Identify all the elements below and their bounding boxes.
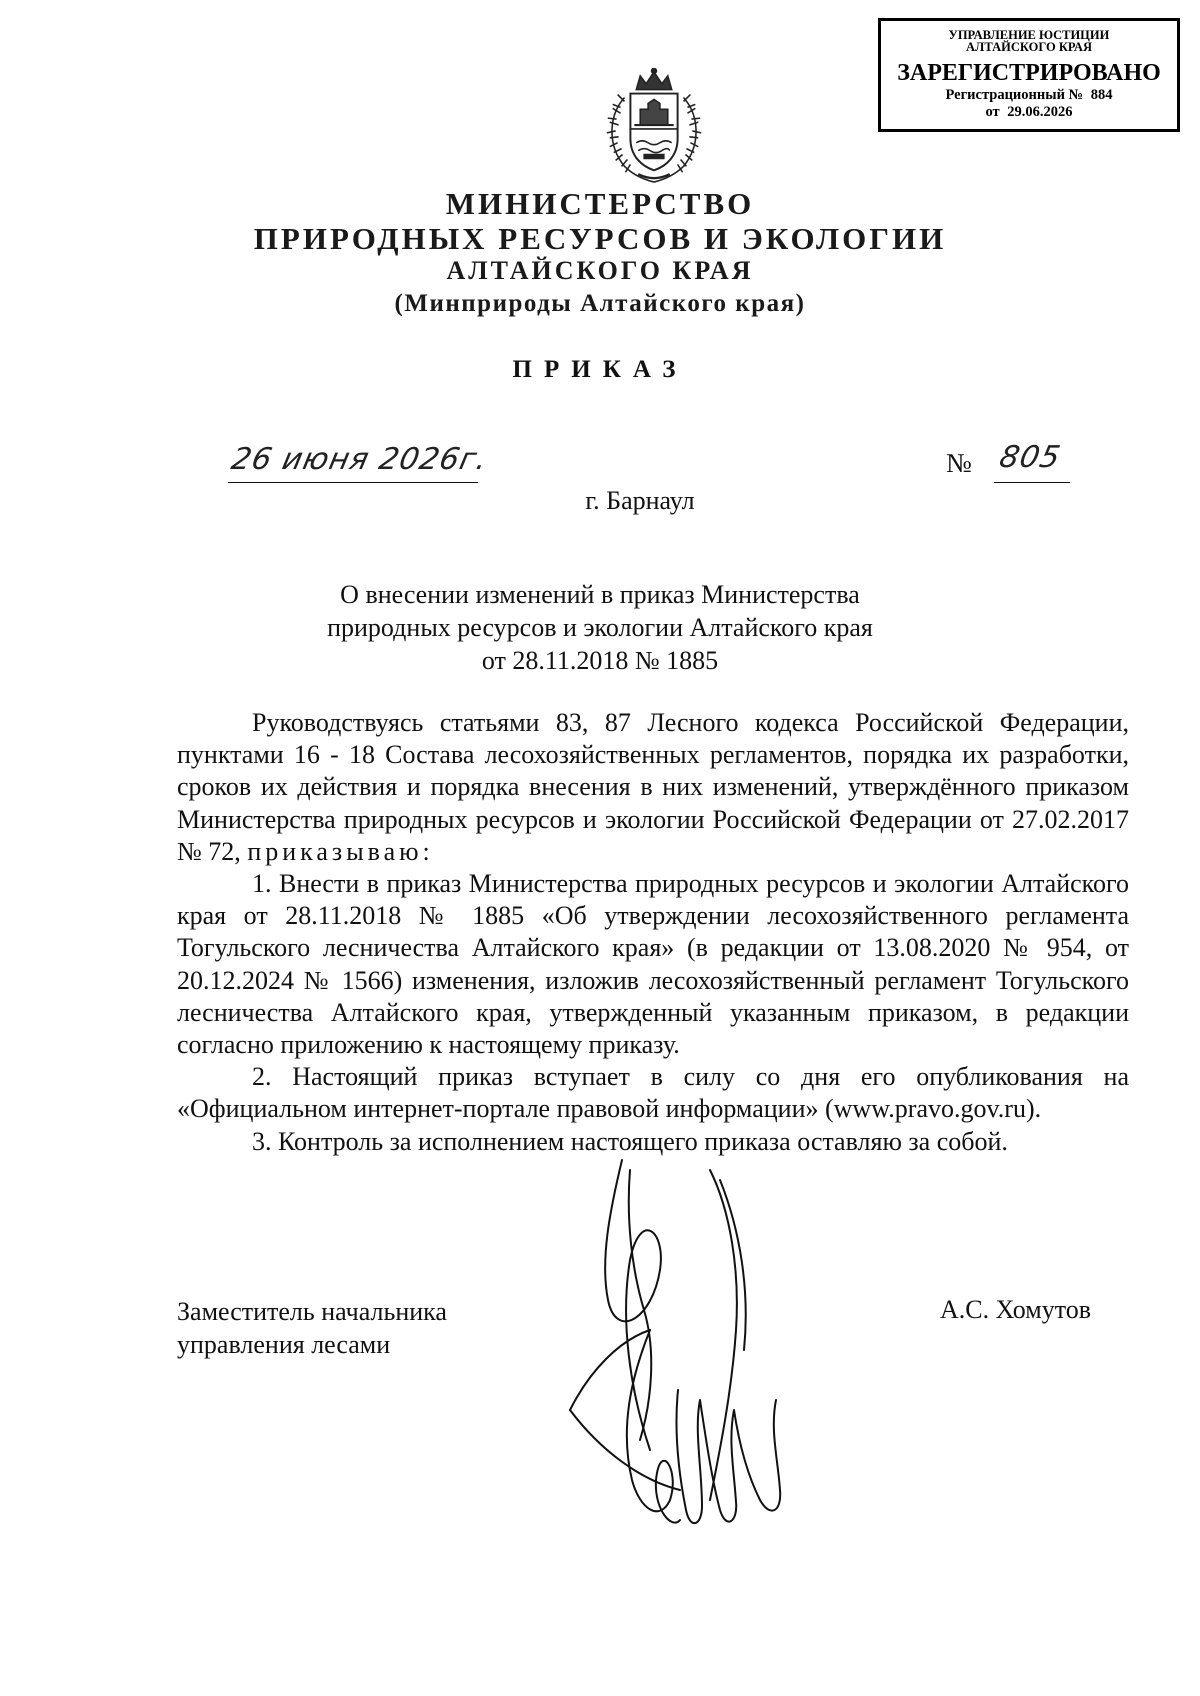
preamble-paragraph <box>177 707 1129 868</box>
order-subject <box>300 578 900 677</box>
stamp-reg-number-row <box>881 87 1177 104</box>
position-line1: Заместитель начальника <box>177 1297 447 1326</box>
ministry-short-name: (Минприроды Алтайского края) <box>394 290 806 317</box>
subject-line2: природных ресурсов и экологии Алтайского края <box>327 613 873 642</box>
ministry-name-line1: МИНИСТЕРСТВО <box>445 186 755 221</box>
stamp-date: 29.06.2026 <box>1007 104 1073 120</box>
number-label: № <box>946 448 972 478</box>
city-name: г. Барнаул <box>585 486 695 515</box>
signatory-name: А.С. Хомутов <box>940 1295 1092 1324</box>
order-item-3: 3. Контроль за исполнением настоящего приказа оставляю за собой. <box>252 1126 1008 1156</box>
coat-of-arms-emblem <box>595 68 713 186</box>
document-type-title: ПРИКАЗ <box>512 356 688 383</box>
handwritten-date: 26 июня 2026г. <box>228 442 492 477</box>
stamp-org-line2: АЛТАЙСКОГО КРАЯ <box>966 40 1092 54</box>
registration-stamp <box>878 18 1180 132</box>
preamble-text: Руководствуясь статьями 83, 87 Лесного кодекса Российской Федерации, пунктами 16 - 18 Состава лесохозяйственных регламентов, порядка их разработки, сроков их действия и порядка внесения в них изменений, утверждённого приказом Министерства природных ресурсов и экологии Российской Федерации от 27.02.2017 № 72, <box>177 708 1129 866</box>
stamp-reg-number: 884 <box>1090 87 1113 103</box>
handwritten-number: 805 <box>996 440 1064 475</box>
number-underline <box>994 482 1070 483</box>
stamp-date-label: от <box>985 104 1000 120</box>
subject-line1: О внесении изменений в приказ Министерства <box>340 580 860 609</box>
ministry-name-line3: АЛТАЙСКОГО КРАЯ <box>446 256 754 285</box>
stamp-reg-label: Регистрационный № <box>945 87 1084 103</box>
stamp-date-row <box>881 104 1177 121</box>
handwritten-signature <box>560 1150 840 1540</box>
signatory-position <box>177 1295 447 1361</box>
ministry-name-line2: ПРИРОДНЫХ РЕСУРСОВ И ЭКОЛОГИИ <box>253 221 947 256</box>
subject-line3: от 28.11.2018 № 1885 <box>481 646 719 675</box>
position-line2: управления лесами <box>177 1330 391 1359</box>
order-body <box>177 707 1129 1158</box>
stamp-org-line1: УПРАВЛЕНИЕ ЮСТИЦИИ <box>948 28 1110 42</box>
order-item-1: 1. Внести в приказ Министерства природных ресурсов и экологии Алтайского края от 28.11.2018 № 1885 «Об утверждении лесохозяйственного регламента Тогульского лесничества Алтайского края» (в редакции от 13.08.2020 № 954, от 20.12.2024 № 1566) изменения, изложив лесохозяйственный регламент Тогульского лесничества Алтайского края, утвержденный указанным приказом, в редакции согласно приложению к настоящему приказу. <box>177 869 1129 1060</box>
stamp-status: ЗАРЕГИСТРИРОВАНО <box>897 60 1161 86</box>
order-word: приказываю: <box>247 836 434 866</box>
order-item-2: 2. Настоящий приказ вступает в силу со дня его опубликования на «Официальном интернет-портале правовой информации» (www.pravo.gov.ru). <box>177 1062 1129 1124</box>
date-underline <box>228 482 478 483</box>
